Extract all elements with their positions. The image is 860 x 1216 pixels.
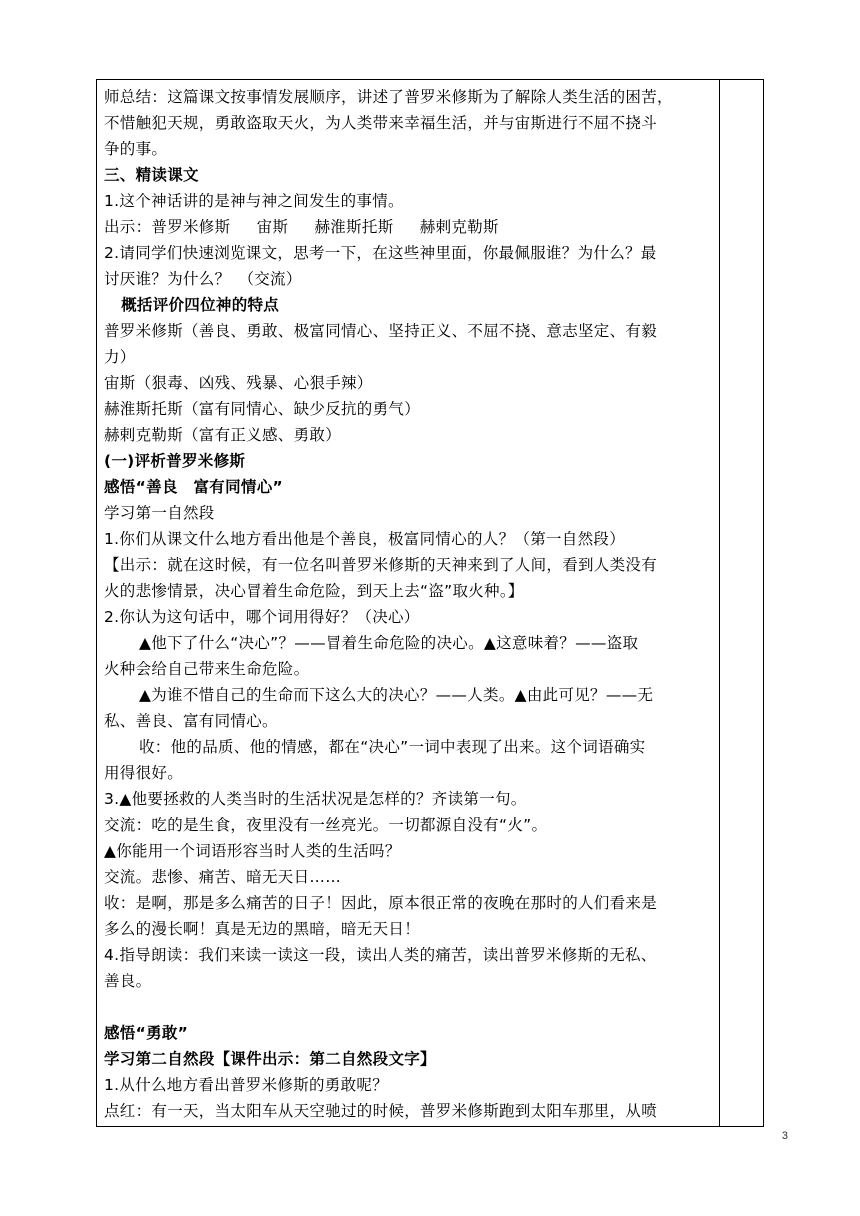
text-line: ▲你能用一个词语形容当时人类的生活吗？ xyxy=(104,842,401,860)
text-line: ▲他下了什么“决心”？——冒着生命危险的决心。▲这意味着？——盗取 xyxy=(139,634,639,652)
subheading: 学习第二自然段【课件出示：第二自然段文字】 xyxy=(104,1050,436,1068)
text-line: 力） xyxy=(104,348,136,366)
text-line: 交流。悲惨、痛苦、暗无天日…… xyxy=(104,868,342,886)
text-line: 普罗米修斯（善良、勇敢、极富同情心、坚持正义、不屈不挠、意志坚定、有毅 xyxy=(104,322,658,340)
text-line: 1.你们从课文什么地方看出他是个善良，极富同情心的人？（第一自然段） xyxy=(104,530,625,548)
text-line: 【出示：就在这时候，有一位名叫普罗米修斯的天神来到了人间，看到人类没有 xyxy=(104,556,658,574)
text-line: 点红：有一天，当太阳车从天空驰过的时候，普罗米修斯跑到太阳车那里，从喷 xyxy=(104,1102,658,1120)
subheading: 感悟“勇敢” xyxy=(104,1024,189,1042)
text-line: 赫剌克勒斯（富有正义感、勇敢） xyxy=(104,426,342,444)
blank-line xyxy=(104,994,712,1020)
text-line: 1.从什么地方看出普罗米修斯的勇敢呢？ xyxy=(104,1076,388,1094)
subheading: 感悟“善良 富有同情心” xyxy=(104,478,283,496)
text-line: 3.▲他要拯救的人类当时的生活状况是怎样的？齐读第一句。 xyxy=(104,790,527,808)
text-line: 多么的漫长啊！真是无边的黑暗，暗无天日！ xyxy=(104,920,421,938)
text-line: 交流：吃的是生食，夜里没有一丝亮光。一切都源自没有“火”。 xyxy=(104,816,548,834)
text-line: 赫淮斯托斯（富有同情心、缺少反抗的勇气） xyxy=(104,400,421,418)
text-line: 收：是啊，那是多么痛苦的日子！因此，原本很正常的夜晚在那时的人们看来是 xyxy=(104,894,658,912)
text-line: 师总结：这篇课文按事情发展顺序，讲述了普罗米修斯为了解除人类生活的困苦， xyxy=(104,88,673,106)
text-line: 4.指导朗读：我们来读一读这一段，读出人类的痛苦，读出普罗米修斯的无私、 xyxy=(104,946,657,964)
text-line: 不惜触犯天规，勇敢盗取天火，为人类带来幸福生活，并与宙斯进行不屈不挠斗 xyxy=(104,114,658,132)
text-line: 收：他的品质、他的情感，都在“决心”一词中表现了出来。这个词语确实 xyxy=(139,738,646,756)
text-line: 宙斯（狠毒、凶残、残暴、心狠手辣） xyxy=(104,374,373,392)
text-line: 火的悲惨情景，决心冒着生命危险，到天上去“盗”取火种。】 xyxy=(104,582,524,600)
text-line: 1.这个神话讲的是神与神之间发生的事情。 xyxy=(104,192,404,210)
text-line: 出示：普罗米修斯 宙斯 赫淮斯托斯 赫剌克勒斯 xyxy=(104,218,499,236)
subheading: 概括评价四位神的特点 xyxy=(104,296,280,314)
text-line: ▲为谁不惜自己的生命而下这么大的决心？——人类。▲由此可见？——无 xyxy=(139,686,654,704)
text-line: 讨厌谁？为什么？ （交流） xyxy=(104,270,302,288)
text-line: 争的事。 xyxy=(104,140,168,158)
text-line: 善良。 xyxy=(104,972,152,990)
table-right-column-border xyxy=(719,79,720,1127)
text-line: 2.你认为这句话中，哪个词用得好？（决心） xyxy=(104,608,420,626)
text-line: 学习第一自然段 xyxy=(104,504,215,522)
lesson-content xyxy=(104,84,712,1124)
subheading: (一)评析普罗米修斯 xyxy=(104,452,246,470)
section-heading: 三、精读课文 xyxy=(104,166,199,184)
text-line: 私、善良、富有同情心。 xyxy=(104,712,278,730)
text-line: 火种会给自己带来生命危险。 xyxy=(104,660,310,678)
page-number: 3 xyxy=(781,1130,788,1142)
text-line: 用得很好。 xyxy=(104,764,184,782)
text-line: 2.请同学们快速浏览课文，思考一下，在这些神里面，你最佩服谁？为什么？最 xyxy=(104,244,657,262)
